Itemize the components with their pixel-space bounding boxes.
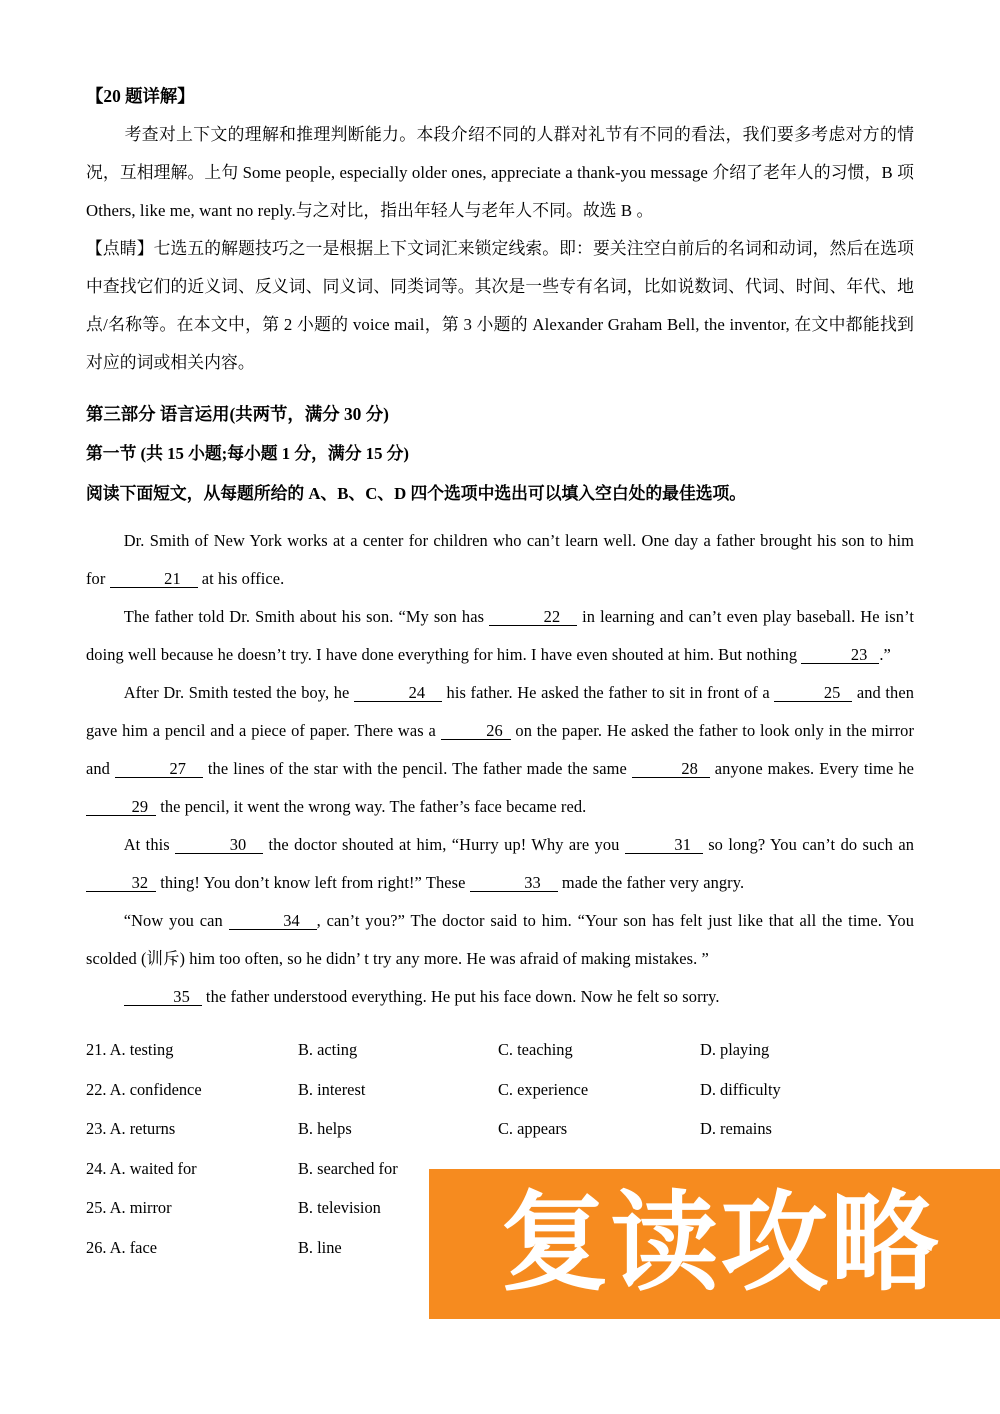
cloze-blank-28[interactable]: 28 (632, 760, 710, 778)
passage-text-run: and then gave him a pencil and a piece of paper. There was a (86, 683, 915, 740)
cloze-blank-29[interactable]: 29 (86, 798, 156, 816)
option-23-a[interactable]: 23. A. returns (86, 1119, 176, 1138)
option-22-c[interactable]: C. experience (498, 1079, 589, 1099)
passage-text-run: the pencil, it went the wrong way. The father’s face became red. (156, 797, 587, 816)
passage-text-run: The father told Dr. Smith about his son. “My son has (123, 607, 490, 626)
cloze-blank-30[interactable]: 30 (175, 836, 263, 854)
cloze-blank-22[interactable]: 22 (489, 608, 577, 626)
section-one-heading: 第一节 (共 15 小题;每小题 1 分，满分 15 分) (86, 444, 410, 463)
passage-paragraph-2 (86, 598, 914, 674)
option-25-a[interactable]: 25. A. mirror (86, 1198, 172, 1217)
option-21-d[interactable]: D. playing (700, 1040, 770, 1059)
option-22-d[interactable]: D. difficulty (700, 1079, 781, 1099)
option-24-b[interactable]: B. searched for (298, 1158, 398, 1178)
cloze-blank-31[interactable]: 31 (625, 836, 703, 854)
question-20-explanation-heading: 【20 题详解】 (86, 86, 195, 106)
passage-text-run: .” (879, 645, 891, 664)
cloze-blank-26[interactable]: 26 (441, 722, 511, 740)
passage-text-run: the father understood everything. He put his face down. Now he felt so sorry. (201, 987, 720, 1006)
option-21-a[interactable]: 21. A. testing (86, 1040, 174, 1059)
watermark-label: 复读攻略 (500, 1181, 941, 1306)
option-22-b[interactable]: B. interest (298, 1079, 366, 1099)
passage-text-run: At this (123, 835, 176, 854)
page-content (86, 76, 914, 1267)
option-23-d[interactable]: D. remains (700, 1119, 772, 1138)
dianjing-paragraph: 【点睛】七选五的解题技巧之一是根据上下文词汇来锁定线索。即：要关注空白前后的名词和动词，然后在选项中查找它们的近义词、反义词、同义词、同类词等。其次是一些专有名词，比如说数词、代词、时间、年代、地点/名称等。在本文中，第 2 小题的 voice mail，第 3 小题的 Alexander Graham Bell, the inventor, 在文中都能找到对应的词或相关内容。 (86, 239, 914, 372)
part-three-heading: 第三部分 语言运用(共两节，满分 30 分) (86, 404, 389, 424)
passage-paragraph-5 (86, 902, 914, 978)
option-24-a[interactable]: 24. A. waited for (86, 1158, 197, 1178)
passage-text-run: made the father very angry. (557, 873, 745, 892)
passage-paragraph-6 (86, 978, 914, 1016)
passage-text-run: Dr. Smith of New York works at a center for children who can’t learn well. One day a father brought his son to him for (86, 531, 914, 588)
passage-text-run: thing! You don’t know left from right!” These (156, 873, 470, 892)
cloze-blank-32[interactable]: 32 (86, 874, 156, 892)
passage-text-run: the lines of the star with the pencil. The father made the same (202, 759, 632, 778)
option-23-c[interactable]: C. appears (498, 1119, 568, 1138)
passage-text-run: , can’t you?” The doctor said to him. “Your son has felt just like that all the time. You scolded (训斥) him too often, so he didn’ t try any more. He was afraid of making mistakes. ” (86, 911, 914, 968)
question-20-explanation-body: 考查对上下文的理解和推理判断能力。本段介绍不同的人群对礼节有不同的看法，我们要多考虑对方的情况，互相理解。上句 Some people, especially older ones, appreciate a thank-you message 介绍了老年人的习惯，B 项 Others, like me, want no reply.与之对比，指出年轻人与老年人不同。故选 B 。 (86, 125, 914, 220)
passage-text-run: so long? You can’t do such an (702, 835, 915, 854)
passage-text-run: the doctor shouted at him, “Hurry up! Why are you (263, 835, 625, 854)
cloze-blank-27[interactable]: 27 (115, 760, 203, 778)
option-23-b[interactable]: B. helps (298, 1119, 352, 1138)
table-row (86, 1070, 914, 1110)
table-row (86, 1109, 914, 1149)
option-22-a[interactable]: 22. A. confidence (86, 1079, 202, 1099)
option-21-c[interactable]: C. teaching (498, 1040, 573, 1059)
passage-paragraph-3 (86, 674, 914, 826)
cloze-blank-23[interactable]: 23 (801, 646, 879, 664)
passage-text-run: After Dr. Smith tested the boy, he (123, 683, 354, 702)
cloze-blank-35[interactable]: 35 (124, 988, 202, 1006)
passage-text-run: his father. He asked the father to sit in front of a (442, 683, 775, 702)
option-26-b[interactable]: B. line (298, 1237, 342, 1257)
passage-text-run: anyone makes. Every time he (709, 759, 914, 778)
cloze-blank-25[interactable]: 25 (774, 684, 852, 702)
passage-paragraph-1 (86, 522, 914, 598)
table-row (86, 1030, 914, 1070)
option-25-b[interactable]: B. television (298, 1198, 381, 1217)
cloze-blank-21[interactable]: 21 (110, 570, 198, 588)
cloze-blank-34[interactable]: 34 (229, 912, 317, 930)
passage-text-run: in learning and can’t even play baseball. He isn’t doing well because he doesn’t try. I have done everything for him. I have even shouted at him. But nothing (86, 607, 914, 664)
passage-text-run: “Now you can (123, 911, 229, 930)
option-26-a[interactable]: 26. A. face (86, 1237, 157, 1257)
reading-instruction: 阅读下面短文，从每题所给的 A、B、C、D 四个选项中选出可以填入空白处的最佳选项。 (86, 484, 747, 503)
option-21-b[interactable]: B. acting (298, 1040, 358, 1059)
passage-paragraph-4 (86, 826, 914, 902)
watermark-banner (429, 1169, 1000, 1319)
cloze-blank-24[interactable]: 24 (354, 684, 442, 702)
cloze-blank-33[interactable]: 33 (470, 874, 558, 892)
passage-text-run: on the paper. He asked the father to look only in the mirror and (86, 721, 914, 778)
passage-text-run: at his office. (197, 569, 285, 588)
